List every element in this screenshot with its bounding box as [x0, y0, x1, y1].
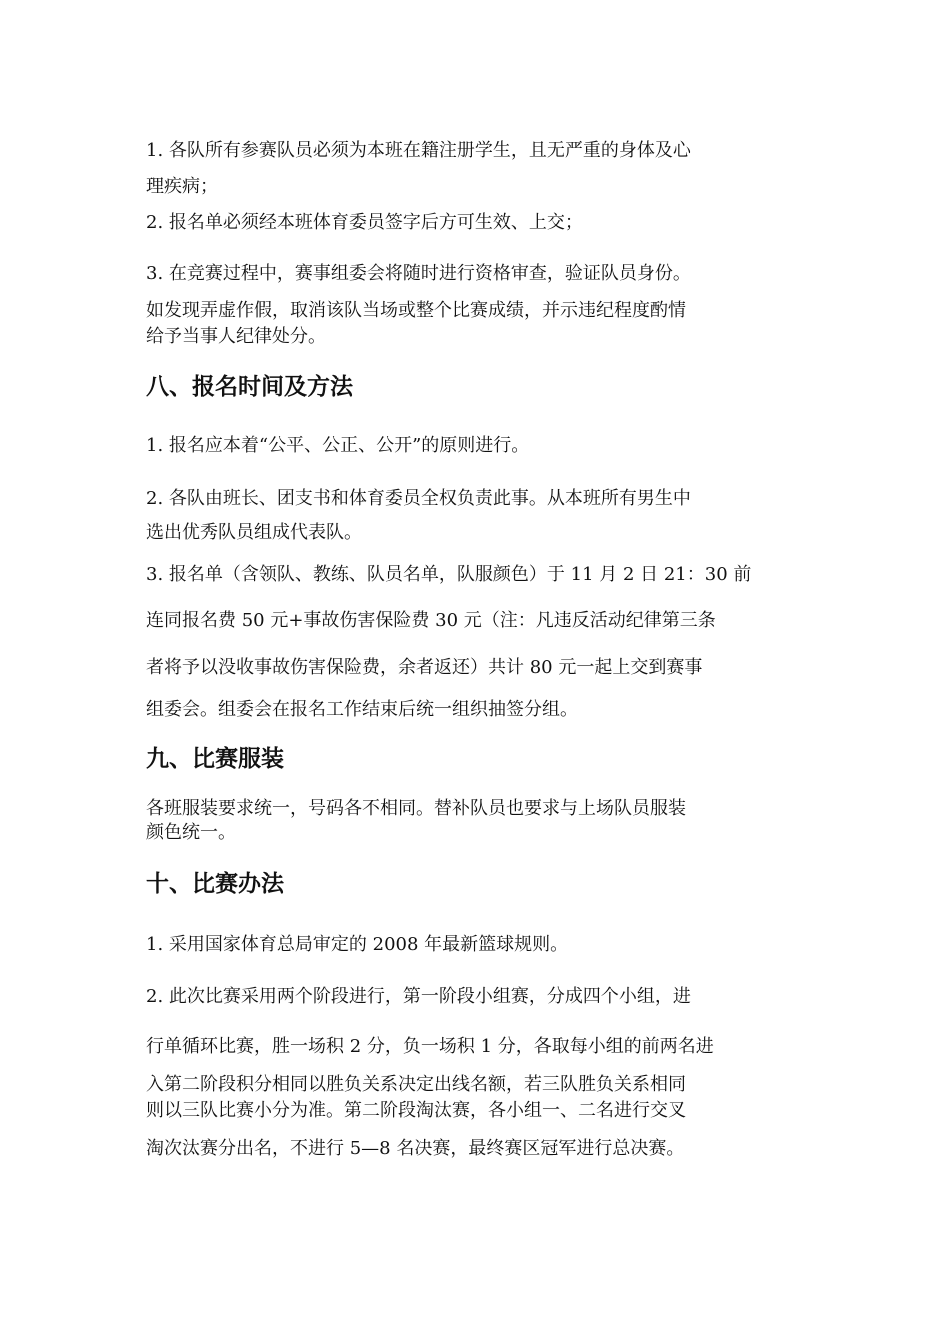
method-item-2-line-2: 行单循环比赛，胜一场积 2 分，负一场积 1 分，各取每小组的前两名进 — [146, 1036, 714, 1057]
method-item-2-line-3: 入第二阶段积分相同以胜负关系决定出线名额，若三队胜负关系相同 — [146, 1074, 686, 1095]
method-item-1: 1. 采用国家体育总局审定的 2008 年最新篮球规则。 — [146, 934, 569, 955]
method-item-2-line-4: 则以三队比赛小分为准。第二阶段淘汰赛，各小组一、二名进行交叉 — [146, 1100, 686, 1121]
eligibility-item-1-line-2: 理疾病； — [146, 176, 218, 197]
heading-uniforms: 九、比赛服装 — [146, 746, 284, 772]
registration-item-3-line-2: 连同报名费 50 元+事故伤害保险费 30 元（注：凡违反活动纪律第三条 — [146, 610, 716, 631]
eligibility-item-3-line-3: 给予当事人纪律处分。 — [146, 326, 326, 347]
eligibility-item-3-line-2: 如发现弄虚作假，取消该队当场或整个比赛成绩，并示违纪程度酌情 — [146, 300, 686, 321]
method-item-2-line-5: 淘次汰赛分出名，不进行 5—8 名决赛，最终赛区冠军进行总决赛。 — [146, 1138, 685, 1159]
registration-item-2-line-2: 选出优秀队员组成代表队。 — [146, 522, 362, 543]
eligibility-item-2: 2. 报名单必须经本班体育委员签字后方可生效、上交； — [146, 212, 583, 233]
heading-competition-method: 十、比赛办法 — [146, 871, 284, 897]
eligibility-item-1-line-1: 1. 各队所有参赛队员必须为本班在籍注册学生，且无严重的身体及心 — [146, 140, 691, 161]
registration-item-3-line-3: 者将予以没收事故伤害保险费，余者返还）共计 80 元一起上交到赛事 — [146, 657, 703, 678]
registration-item-2-line-1: 2. 各队由班长、团支书和体育委员全权负责此事。从本班所有男生中 — [146, 488, 691, 509]
registration-item-1: 1. 报名应本着“公平、公正、公开”的原则进行。 — [146, 435, 530, 456]
heading-registration: 八、报名时间及方法 — [146, 374, 353, 400]
uniforms-line-2: 颜色统一。 — [146, 822, 236, 843]
uniforms-line-1: 各班服装要求统一，号码各不相同。替补队员也要求与上场队员服装 — [146, 798, 686, 819]
registration-item-3-line-4: 组委会。组委会在报名工作结束后统一组织抽签分组。 — [146, 699, 578, 720]
method-item-2-line-1: 2. 此次比赛采用两个阶段进行，第一阶段小组赛，分成四个小组，进 — [146, 986, 691, 1007]
eligibility-item-3-line-1: 3. 在竞赛过程中，赛事组委会将随时进行资格审查，验证队员身份。 — [146, 263, 691, 284]
registration-item-3-line-1: 3. 报名单（含领队、教练、队员名单，队服颜色）于 11 月 2 日 21：30 前 — [146, 564, 752, 585]
